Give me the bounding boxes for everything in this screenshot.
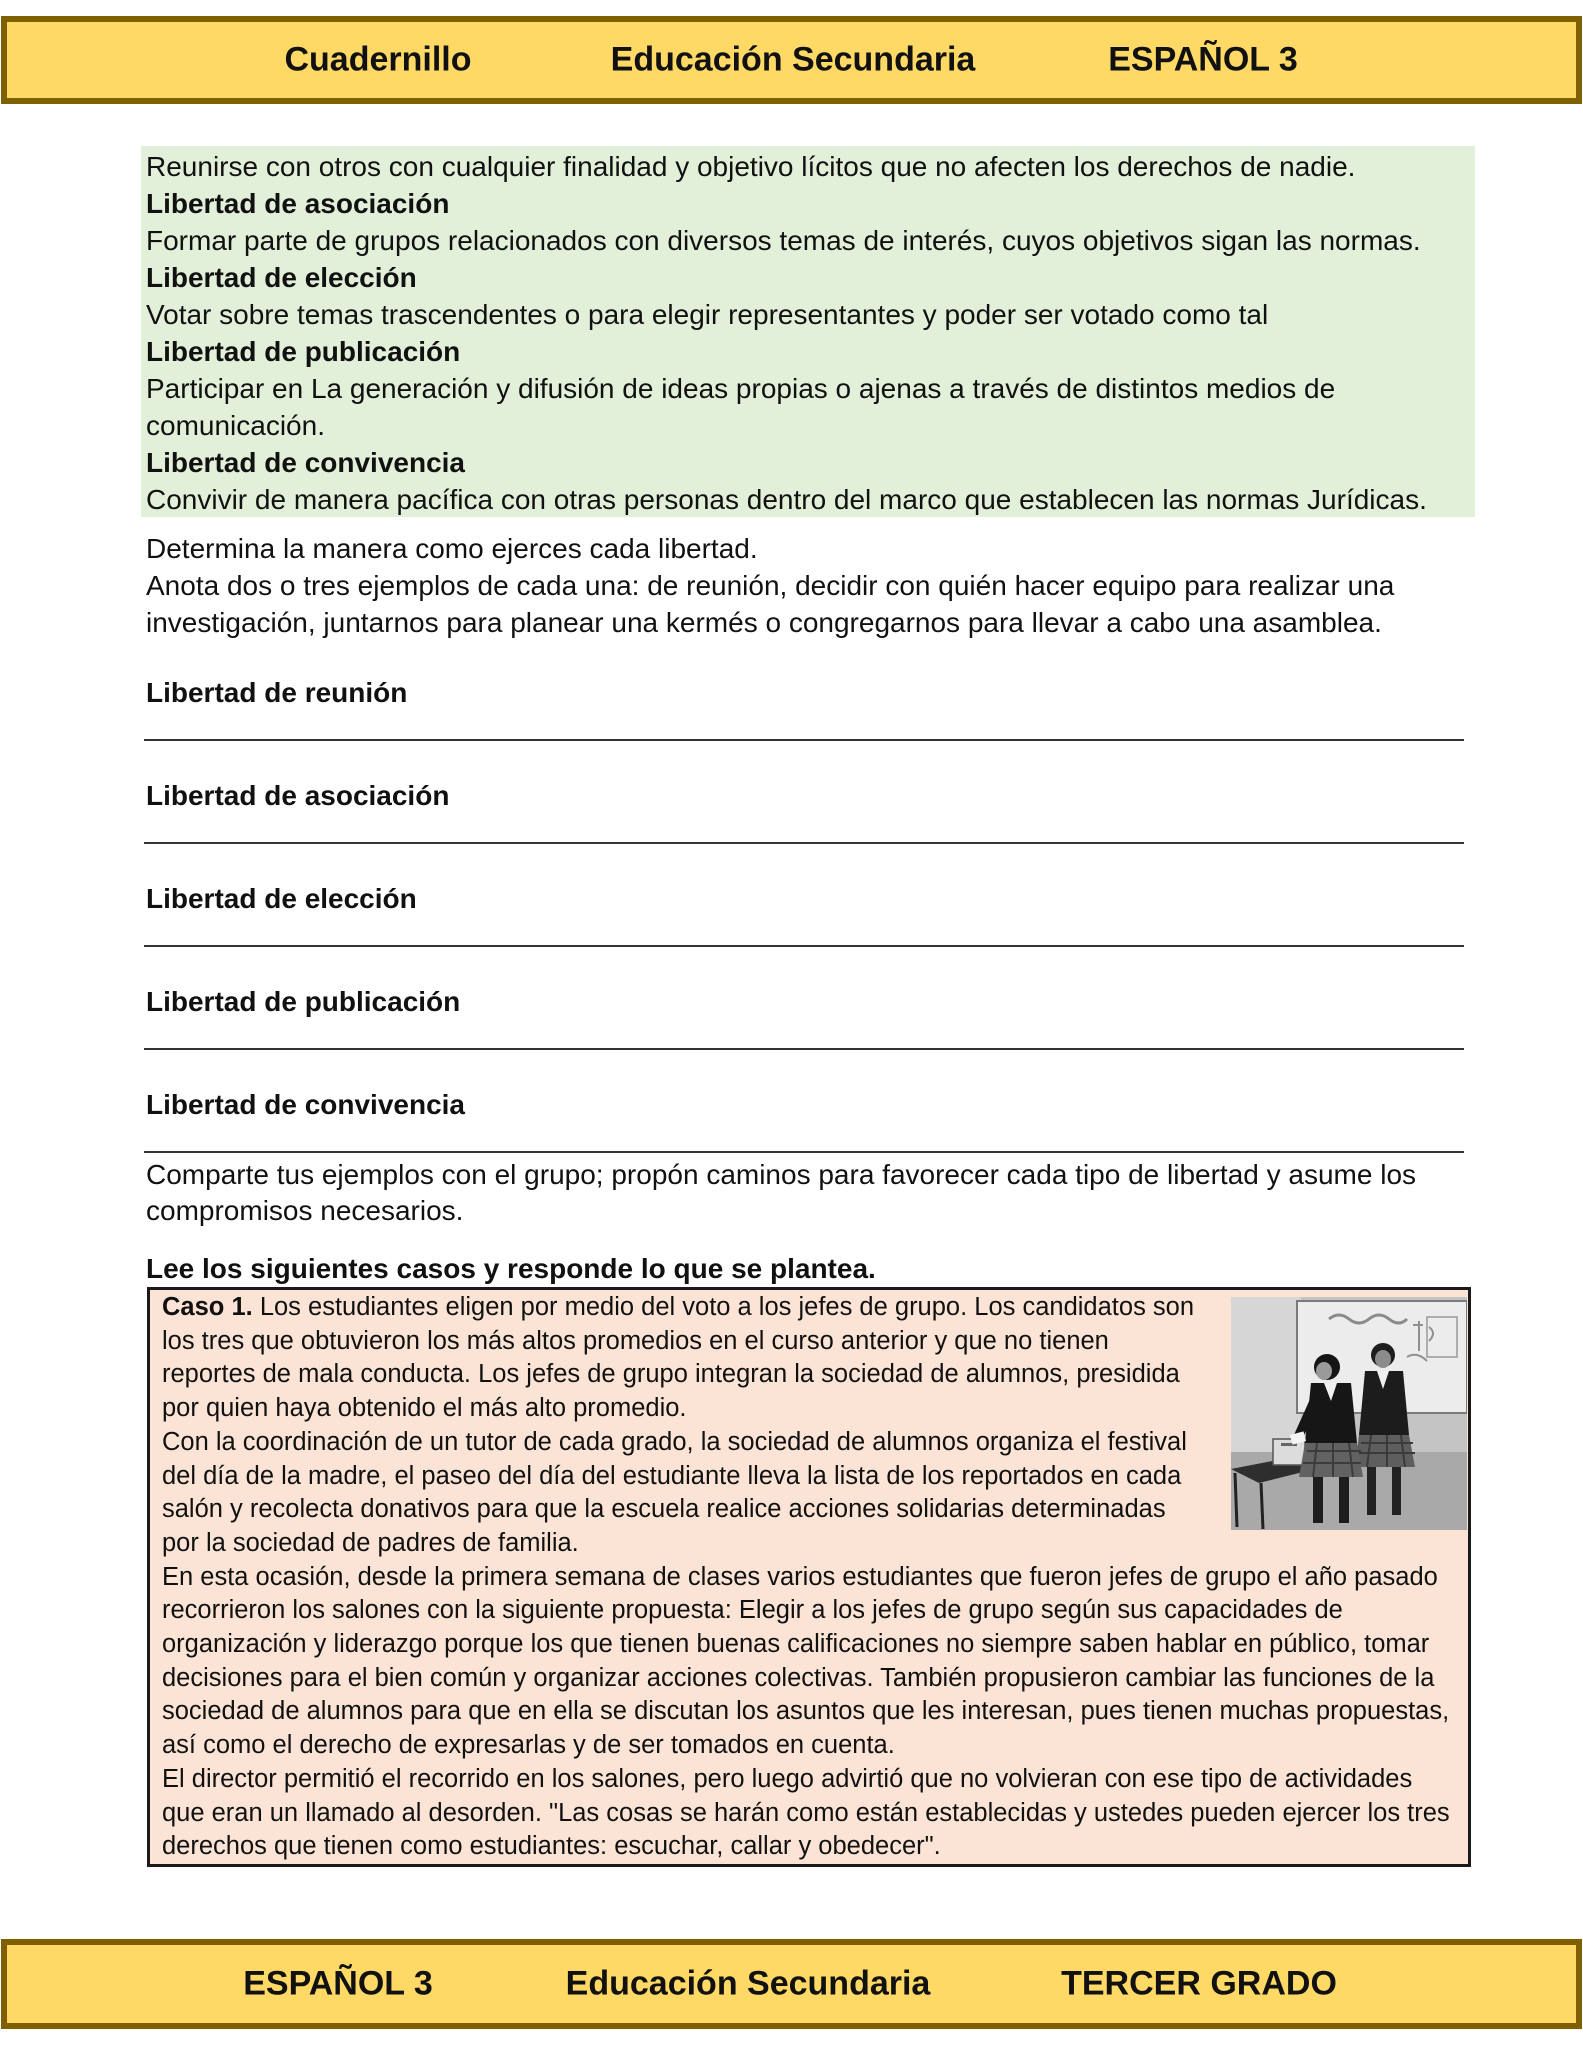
- answer-item: [144, 674, 1464, 777]
- header-level: Educación Secundaria: [610, 40, 976, 79]
- header-booklet-title: Cuadernillo: [284, 40, 472, 79]
- case-line: Con la coordinación de un tutor de cada grado, la sociedad de alumnos organiza el festival: [162, 1427, 1187, 1456]
- case-line: así como el derecho de expresarlas y de ser tomados en cuenta.: [162, 1731, 895, 1760]
- freedom-description: comunicación.: [146, 410, 325, 441]
- freedom-title: Libertad de publicación: [146, 336, 461, 367]
- freedom-title: Libertad de asociación: [146, 188, 450, 219]
- answer-item: [144, 777, 1464, 880]
- answer-item: [144, 880, 1464, 983]
- footer-grade: TERCER GRADO: [1061, 1964, 1337, 2003]
- answer-writing-line: [144, 739, 1464, 741]
- answer-writing-line: [144, 1151, 1464, 1153]
- answer-writing-line: [144, 945, 1464, 947]
- instructions-line: Anota dos o tres ejemplos de cada una: de reunión, decidir con quién hacer equipo para realizar una: [146, 570, 1395, 601]
- answer-writing-line: [144, 842, 1464, 844]
- instructions-line: investigación, juntarnos para planear una kermés o congregarnos para llevar a cabo una asamblea.: [146, 607, 1382, 638]
- case-label: Caso 1.: [162, 1293, 253, 1321]
- ballot-box: [1273, 1439, 1305, 1465]
- footer-subject: ESPAÑOL 3: [243, 1964, 433, 2003]
- case-line: por quien haya obtenido el más alto promedio.: [162, 1394, 687, 1423]
- instructions-line: Determina la manera como ejerces cada libertad.: [146, 533, 758, 564]
- answer-label: Libertad de asociación: [146, 780, 450, 811]
- case-line: En esta ocasión, desde la primera semana de clases varios estudiantes que fueron jefes de grupo el año pasado: [162, 1562, 1438, 1591]
- share-paragraph: [146, 1157, 1416, 1229]
- answer-label: Libertad de publicación: [146, 986, 461, 1017]
- case-line: El director permitió el recorrido en los salones, pero luego advirtió que no volvieran con ese tipo de actividades: [162, 1764, 1413, 1793]
- case-line: decisiones para el bien común y organizar acciones colectivas. También propusieron cambiar las funciones de la: [162, 1663, 1435, 1692]
- footer-bar: [1, 1939, 1582, 2029]
- wall: [1231, 1297, 1301, 1457]
- answer-label: Libertad de convivencia: [146, 1089, 465, 1120]
- answer-label: Libertad de reunión: [146, 677, 408, 708]
- answer-label: Libertad de elección: [146, 883, 417, 914]
- freedom-description: Formar parte de grupos relacionados con diversos temas de interés, cuyos objetivos sigan las normas.: [146, 225, 1421, 256]
- freedom-continued-text: Reunirse con otros con cualquier finalidad y objetivo lícitos que no afecten los derechos de nadie.: [146, 151, 1356, 182]
- header-subject: ESPAÑOL 3: [1108, 40, 1298, 79]
- share-line: compromisos necesarios.: [146, 1195, 464, 1226]
- case-line: recorrieron los salones con la siguiente propuesta: Elegir a los jefes de grupo según sus capacidades de: [162, 1596, 1343, 1625]
- footer-level: Educación Secundaria: [565, 1964, 931, 2003]
- case-line: salón y recolecta donativos para que la escuela realice acciones solidarias determinadas: [162, 1495, 1166, 1524]
- answer-section: [144, 674, 1464, 1189]
- case-line: sociedad de alumnos para que en ella se discutan los asuntos que les interesan, pues tienen muchas propuestas,: [162, 1697, 1450, 1726]
- case-line: del día de la madre, el paseo del día del estudiante lleva la lista de los reportados en cada: [162, 1461, 1182, 1490]
- case-line: organización y liderazgo porque los que tienen buenas calificaciones no siempre saben hablar en público, tomar: [162, 1630, 1430, 1659]
- answer-item: [144, 983, 1464, 1086]
- case-line-text: Los estudiantes eligen por medio del voto a los jefes de grupo. Los candidatos son: [259, 1293, 1195, 1321]
- instructions-paragraph: [146, 530, 1394, 641]
- freedoms-block: [141, 146, 1475, 517]
- freedom-title: Libertad de elección: [146, 262, 417, 293]
- header-bar: [1, 16, 1582, 104]
- students-voting-photo: [1231, 1297, 1467, 1530]
- case-line: por la sociedad de padres de familia.: [162, 1528, 579, 1557]
- cases-heading: Lee los siguientes casos y responde lo que se plantea.: [146, 1253, 876, 1284]
- case-line: que eran un llamado al desorden. "Las cosas se harán como están establecidas y ustedes pueden ejercer los tres: [162, 1798, 1450, 1827]
- answer-writing-line: [144, 1048, 1464, 1050]
- case-line: los tres que obtuvieron los más altos promedios en el curso anterior y que no tienen: [162, 1326, 1109, 1355]
- freedom-title: Libertad de convivencia: [146, 447, 465, 478]
- freedom-description: Votar sobre temas trascendentes o para elegir representantes y poder ser votado como tal: [146, 299, 1269, 330]
- share-line: Comparte tus ejemplos con el grupo; propón caminos para favorecer cada tipo de libertad y asume los: [146, 1159, 1417, 1190]
- case-line: reportes de mala conducta. Los jefes de grupo integran la sociedad de alumnos, presidida: [162, 1360, 1180, 1389]
- freedom-description: Convivir de manera pacífica con otras personas dentro del marco que establecen las normas Jurídicas.: [146, 484, 1427, 515]
- case-line: derechos que tienen como estudiantes: escuchar, callar y obedecer".: [162, 1832, 941, 1861]
- freedom-description: Participar en La generación y difusión de ideas propias o ajenas a través de distintos medios de: [146, 373, 1336, 404]
